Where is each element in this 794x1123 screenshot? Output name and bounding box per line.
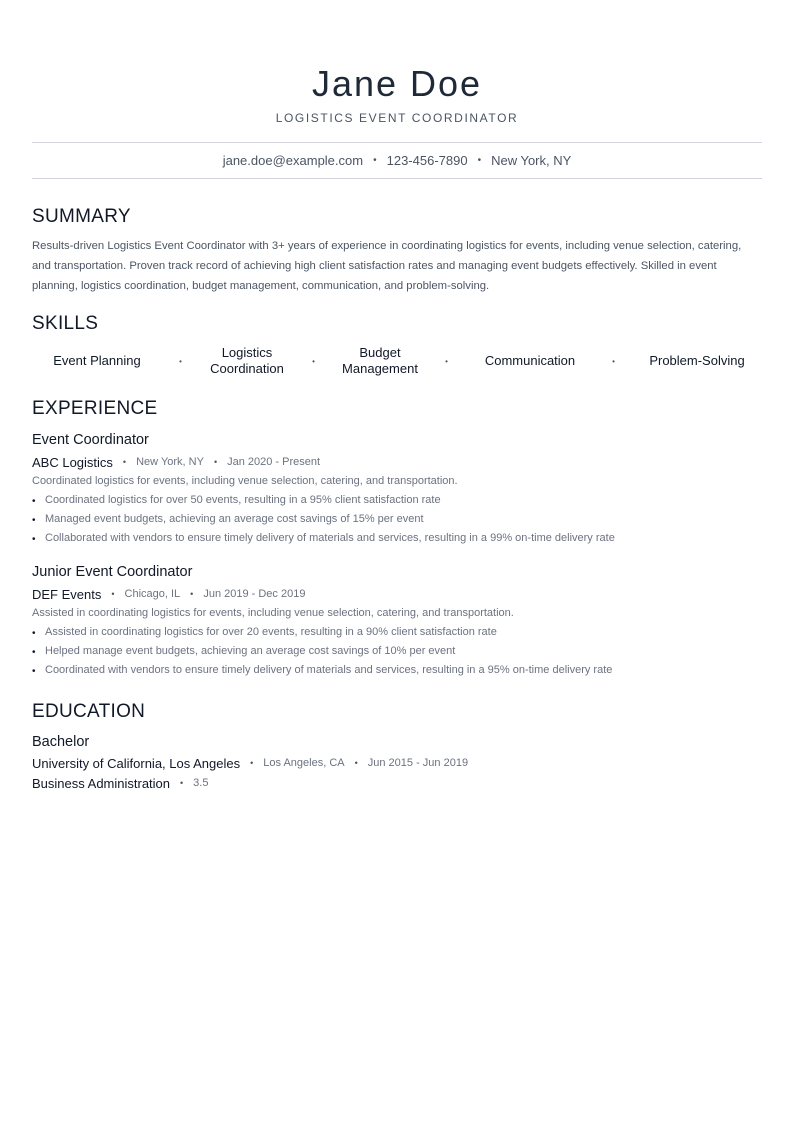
- skill-item: Budget Management: [342, 345, 418, 376]
- job-bullets: [32, 623, 762, 680]
- contact-email[interactable]: jane.doe@example.com: [222, 153, 364, 168]
- separator-dot: •: [477, 155, 482, 166]
- skill-item: Event Planning: [53, 353, 141, 368]
- education-field-row: [32, 773, 762, 793]
- separator-dot: •: [180, 778, 184, 788]
- job-description: Assisted in coordinating logistics for events, including venue selection, catering, and transportation.: [32, 607, 514, 619]
- skills-list: [32, 345, 762, 377]
- education-entry: [32, 732, 762, 793]
- education-school: University of California, Los Angeles: [32, 755, 241, 771]
- summary-text: Results-driven Logistics Event Coordinator with 3+ years of experience in coordinating logistics for events, including venue selection, catering, and transportation. Proven track record of achieving high client satisfaction rates and managing event budgets effectively. Skilled in event planning, logistics coordination, budget management, communication, and problem-solving.: [32, 240, 742, 292]
- education-location: Los Angeles, CA: [263, 757, 345, 769]
- separator-dot: •: [373, 155, 377, 166]
- resume-header: [32, 0, 762, 125]
- job-title: Junior Event Coordinator: [32, 564, 193, 580]
- job-entry: [32, 562, 762, 680]
- separator-dot: •: [111, 589, 115, 599]
- job-description: Coordinated logistics for events, including venue selection, catering, and transportation.: [32, 475, 458, 487]
- separator-dot: •: [179, 356, 182, 366]
- separator-dot: •: [312, 356, 315, 366]
- skill-item: Logistics Coordination: [210, 345, 284, 376]
- job-meta: [32, 452, 762, 472]
- separator-dot: •: [250, 758, 254, 768]
- contact-bar: [32, 142, 762, 179]
- job-entry: [32, 430, 762, 548]
- separator-dot: •: [122, 457, 127, 467]
- contact-phone[interactable]: 123-456-7890: [386, 153, 468, 168]
- education-school-row: [32, 753, 762, 773]
- separator-dot: •: [612, 356, 615, 366]
- job-dates: Jun 2019 - Dec 2019: [203, 588, 306, 600]
- experience-heading: EXPERIENCE: [32, 398, 158, 419]
- job-bullet: • Coordinated with vendors to ensure timely delivery of materials and services, resulting in a 95% on-time delivery rate: [32, 661, 762, 680]
- job-bullet: • Coordinated logistics for over 50 events, resulting in a 95% client satisfaction rate: [32, 491, 762, 510]
- education-heading: EDUCATION: [32, 701, 146, 722]
- job-title: Event Coordinator: [32, 432, 149, 448]
- job-company: ABC Logistics: [32, 454, 113, 470]
- education-dates: Jun 2015 - Jun 2019: [367, 757, 469, 769]
- job-location: Chicago, IL: [124, 588, 181, 600]
- summary-heading: SUMMARY: [32, 206, 131, 227]
- job-bullet: • Collaborated with vendors to ensure timely delivery of materials and services, resulting in a 99% on-time delivery rate: [32, 529, 762, 548]
- separator-dot: •: [445, 356, 448, 366]
- skill-item: Communication: [484, 353, 576, 368]
- job-location: New York, NY: [136, 456, 204, 468]
- skills-heading: SKILLS: [32, 313, 99, 334]
- skill-item: Problem-Solving: [649, 353, 745, 368]
- job-bullet: • Assisted in coordinating logistics for over 20 events, resulting in a 90% client satisfaction rate: [32, 623, 762, 642]
- job-dates: Jan 2020 - Present: [227, 456, 321, 468]
- job-bullet: • Helped manage event budgets, achieving an average cost savings of 10% per event: [32, 642, 762, 661]
- job-company: DEF Events: [32, 586, 102, 602]
- education-degree: Bachelor: [32, 734, 90, 750]
- education-gpa: 3.5: [193, 777, 209, 789]
- separator-dot: •: [190, 589, 194, 599]
- job-bullet: • Managed event budgets, achieving an average cost savings of 15% per event: [32, 510, 762, 529]
- job-bullets: [32, 491, 762, 548]
- candidate-role: LOGISTICS EVENT COORDINATOR: [275, 111, 519, 125]
- separator-dot: •: [354, 758, 358, 768]
- candidate-name: Jane Doe: [311, 63, 483, 104]
- education-field: Business Administration: [32, 775, 171, 791]
- job-meta: [32, 584, 762, 604]
- contact-location: New York, NY: [491, 153, 572, 168]
- separator-dot: •: [213, 457, 218, 467]
